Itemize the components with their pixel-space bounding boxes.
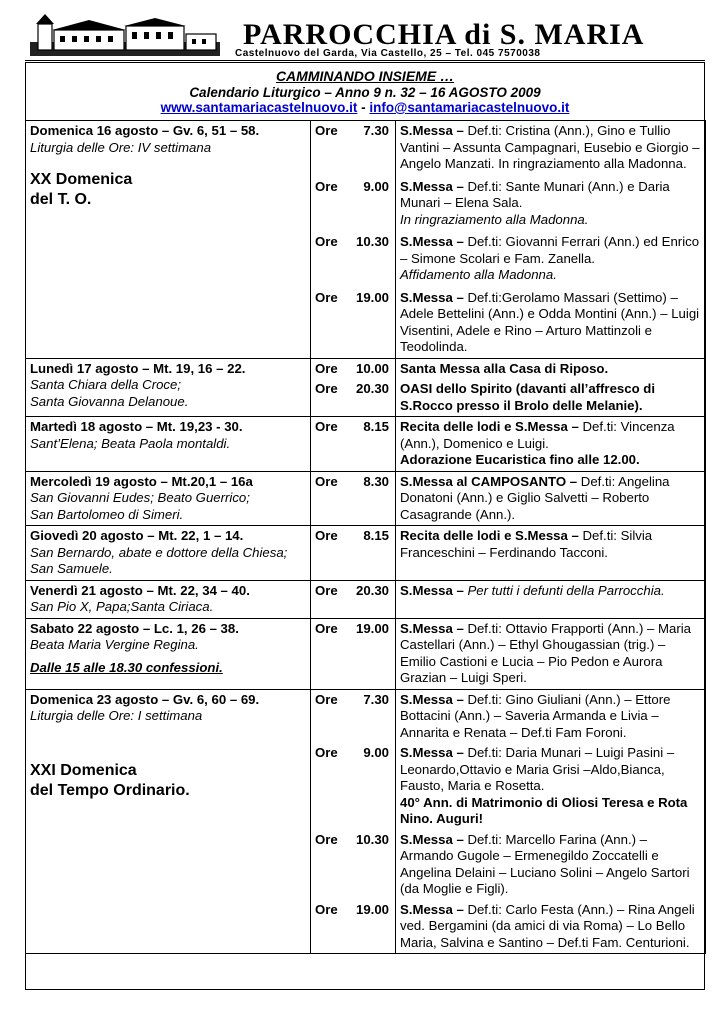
mass-note: Affidamento alla Madonna.	[400, 267, 557, 282]
ore-label: Ore	[315, 691, 338, 707]
time-value: 8.15	[363, 419, 389, 434]
day-info-cell	[26, 417, 311, 472]
time-value: 9.00	[363, 178, 389, 194]
mass-lead: S.Messa –	[400, 582, 464, 598]
ore-label: Ore	[315, 831, 338, 847]
mass-time	[315, 474, 391, 491]
ore-label: Ore	[315, 582, 338, 598]
mass-time	[315, 381, 391, 398]
time-value: 10.30	[355, 234, 389, 249]
mass-cell	[396, 471, 706, 526]
time-value: 10.30	[355, 831, 389, 847]
mass-cell	[396, 358, 706, 417]
day-row	[26, 358, 706, 417]
time-value: 10.00	[355, 360, 389, 376]
liturgy-note: Santa Giovanna Delanoue.	[30, 393, 189, 409]
time-value: 8.15	[363, 528, 389, 543]
day-row	[26, 471, 706, 526]
mass-highlight: Adorazione Eucaristica fino alle 12.00.	[400, 452, 640, 467]
day-row	[26, 526, 706, 581]
mass-note: Per tutti i defunti della Parrocchia.	[467, 582, 665, 598]
day-info-cell	[26, 689, 311, 954]
time-cell	[311, 417, 396, 472]
bulletin-heading	[25, 68, 705, 115]
liturgy-note: Liturgia delle Ore: I settimana	[30, 708, 203, 723]
time-value: 19.00	[355, 901, 389, 917]
mass-time	[315, 361, 391, 378]
mass-description	[400, 745, 701, 828]
mass-description	[400, 621, 701, 687]
liturgy-note: Santa Chiara della Croce;	[30, 377, 182, 392]
mass-lead: S.Messa –	[400, 620, 464, 636]
day-info-cell	[26, 121, 311, 359]
mass-time	[315, 832, 391, 849]
mass-time	[315, 290, 391, 307]
mass-lead: S.Messa –	[400, 178, 464, 194]
liturgy-note: Beata Maria Vergine Regina.	[30, 637, 199, 652]
mass-intentions: Def.ti: Marcello Farina (Ann.) – Armando Gugole – Ermenegildo Zoccatelli e Angelina Delaini – Luciano Solini – Angelo Sartori (da Moglie e Figli).	[400, 831, 690, 896]
mass-description	[400, 179, 701, 229]
ore-label: Ore	[315, 123, 338, 138]
mass-intentions: Def.ti: Gino Giuliani (Ann.) – Ettore Bottacini (Ann.) – Saveria Armanda e Livia – Annarita e Renata – Def.ti Fam Foroni.	[400, 691, 671, 740]
mass-lead: S.Messa –	[400, 901, 464, 917]
mass-intentions: Def.ti: Cristina (Ann.), Gino e Tullio Vantini – Assunta Campagnari, Eusebio e Giorgio – Angelo Manzati. In ringraziamento alla Madonna.	[400, 123, 700, 171]
liturgy-note: Sant’Elena; Beata Paola montaldi.	[30, 435, 231, 451]
feast-line: XX Domenica	[30, 171, 133, 188]
mass-lead: S.Messa –	[400, 745, 464, 760]
mass-cell	[396, 580, 706, 618]
day-row	[26, 121, 706, 359]
mass-cell	[396, 121, 706, 359]
time-cell	[311, 121, 396, 359]
time-value: 8.30	[363, 473, 389, 489]
day-title: Mercoledì 19 agosto – Mt.20,1 – 16a	[30, 473, 253, 489]
mass-cell	[396, 618, 706, 689]
mass-note: In ringraziamento alla Madonna.	[400, 211, 589, 227]
website-link[interactable]: www.santamariacastelnuovo.it	[160, 100, 358, 115]
feast-line: XXI Domenica	[30, 761, 137, 779]
day-info-cell	[26, 358, 311, 417]
mass-time	[315, 902, 391, 919]
bulletin-title: CAMMINANDO INSIEME …	[275, 68, 455, 84]
liturgy-note: San Pio X, Papa;Santa Ciriaca.	[30, 599, 214, 614]
day-title: Sabato 22 agosto – Lc. 1, 26 – 38.	[30, 620, 239, 636]
mass-time	[315, 123, 391, 140]
parish-title: PARROCCHIA di S. MARIA	[243, 18, 645, 51]
mass-description	[400, 902, 701, 952]
ore-label: Ore	[315, 178, 338, 194]
mass-description	[400, 234, 701, 284]
mass-time	[315, 692, 391, 709]
mass-time	[315, 745, 391, 762]
mass-intentions: Def.ti: Ottavio Frapporti (Ann.) – Maria Castellari (Ann.) – Ethyl Ghougassian (trig.) – Emilio Castioni e Lucia – Pio Pedon e Aurora Grazian – Luigi Speri.	[400, 620, 691, 685]
mass-description	[400, 123, 701, 173]
day-row	[26, 618, 706, 689]
mass-description	[400, 419, 701, 469]
mass-description	[400, 832, 701, 898]
confession-note: Dalle 15 alle 18.30 confessioni.	[30, 659, 223, 675]
liturgy-note: San Giovanni Eudes; Beato Guerrico;	[30, 490, 250, 505]
mass-lead: S.Messa –	[400, 691, 464, 707]
mass-time	[315, 419, 391, 436]
mass-cell	[396, 689, 706, 954]
parish-address: Castelnuovo del Garda, Via Castello, 25 – Tel. 045 7570038	[235, 48, 541, 59]
feast-name	[30, 761, 306, 801]
time-cell	[311, 358, 396, 417]
time-value: 20.30	[355, 381, 389, 396]
mass-cell	[396, 526, 706, 581]
day-info-cell	[26, 580, 311, 618]
time-value: 7.30	[363, 123, 389, 138]
ore-label: Ore	[315, 419, 338, 434]
ore-label: Ore	[315, 745, 338, 760]
mass-description	[400, 474, 701, 524]
ore-label: Ore	[315, 360, 338, 376]
mass-time	[315, 583, 391, 600]
mass-lead: S.Messa al CAMPOSANTO –	[400, 473, 578, 489]
mass-highlight: 40° Ann. di Matrimonio di Oliosi Teresa e Rota Nino. Auguri!	[400, 794, 688, 826]
mass-time	[315, 621, 391, 638]
mass-intentions: Def.ti: Sante Munari (Ann.) e Daria Munari – Elena Sala.	[400, 178, 670, 210]
mass-intentions: Def.ti: Daria Munari – Luigi Pasini –Leonardo,Ottavio e Maria Grisi –Aldo,Bianca, Fausto, Maria e Rosetta.	[400, 745, 675, 793]
feast-line: del Tempo Ordinario.	[30, 781, 190, 799]
liturgical-calendar	[25, 120, 706, 954]
time-cell	[311, 526, 396, 581]
feast-name	[30, 170, 306, 210]
mass-lead: OASI dello Spirito (davanti all’affresco di S.Rocco presso il Brolo delle Melanie).	[400, 381, 656, 413]
day-title: Venerdì 21 agosto – Mt. 22, 34 – 40.	[30, 582, 250, 598]
mass-intentions: Def.ti: Carlo Festa (Ann.) – Rina Angeli ved. Bergamini (da amici di via Roma) – Lo Bello Maria, Salvina e Santino – Def.ti Fam. Centurioni.	[400, 901, 695, 950]
link-separator: -	[357, 100, 370, 115]
day-title: Domenica 23 agosto – Gv. 6, 60 – 69.	[30, 691, 260, 707]
mass-intentions: Def.ti: Angelina Donatoni (Ann.) e Giglio Salvetti – Roberto Casagrande (Ann.).	[400, 473, 670, 522]
day-title: Giovedì 20 agosto – Mt. 22, 1 – 14.	[30, 528, 244, 543]
time-cell	[311, 580, 396, 618]
day-info-cell	[26, 526, 311, 581]
time-value: 7.30	[363, 691, 389, 707]
time-value: 9.00	[363, 745, 389, 760]
ore-label: Ore	[315, 234, 338, 249]
ore-label: Ore	[315, 528, 338, 543]
mass-time	[315, 234, 391, 251]
header-divider	[25, 60, 705, 61]
mass-lead: Recita delle lodi e S.Messa –	[400, 528, 579, 543]
contact-links	[25, 100, 705, 115]
email-link[interactable]: info@santamariacastelnuovo.it	[369, 100, 570, 115]
feast-line: del T. O.	[30, 191, 92, 208]
liturgy-note: San Bartolomeo di Simeri.	[30, 506, 184, 522]
mass-description	[400, 583, 701, 600]
day-row	[26, 689, 706, 954]
mass-description	[400, 361, 701, 378]
mass-intentions: Def.ti: Vincenza (Ann.), Domenico e Luigi.	[400, 419, 675, 451]
time-cell	[311, 689, 396, 954]
mass-lead: Recita delle lodi e S.Messa –	[400, 419, 579, 434]
day-row	[26, 417, 706, 472]
time-cell	[311, 471, 396, 526]
ore-label: Ore	[315, 620, 338, 636]
mass-description	[400, 528, 701, 561]
calendar-issue: Calendario Liturgico – Anno 9 n. 32 – 16 AGOSTO 2009	[189, 85, 541, 100]
mass-lead: S.Messa –	[400, 123, 464, 138]
mass-description	[400, 290, 701, 356]
time-cell	[311, 618, 396, 689]
mass-intentions: Def.ti: Giovanni Ferrari (Ann.) ed Enrico – Simone Scolari e Fam. Zanella.	[400, 234, 700, 266]
day-title: Martedì 18 agosto – Mt. 19,23 - 30.	[30, 419, 243, 434]
day-title: Lunedì 17 agosto – Mt. 19, 16 – 22.	[30, 360, 246, 376]
mass-time	[315, 179, 391, 196]
day-info-cell	[26, 618, 311, 689]
mass-lead: S.Messa –	[400, 234, 464, 249]
church-building-logo	[30, 12, 220, 56]
ore-label: Ore	[315, 289, 338, 305]
mass-intentions: Def.ti: Silvia Franceschini – Ferdinando Tacconi.	[400, 528, 653, 560]
mass-intentions: Def.ti:Gerolamo Massari (Settimo) – Adele Bettelini (Ann.) e Odda Montini (Ann.) – Luigi Visentini, Adele e Rino – Arturo Mattinzoli e Teodolinda.	[400, 289, 700, 354]
mass-lead: Santa Messa alla Casa di Riposo.	[400, 360, 609, 376]
ore-label: Ore	[315, 901, 338, 917]
time-value: 19.00	[355, 620, 389, 636]
mass-time	[315, 528, 391, 545]
day-row	[26, 580, 706, 618]
liturgy-note: Liturgia delle Ore: IV settimana	[30, 139, 212, 155]
ore-label: Ore	[315, 473, 338, 489]
time-value: 20.30	[355, 582, 389, 598]
day-title: Domenica 16 agosto – Gv. 6, 51 – 58.	[30, 123, 260, 138]
time-value: 19.00	[355, 289, 389, 305]
ore-label: Ore	[315, 381, 338, 396]
day-info-cell	[26, 471, 311, 526]
liturgy-note: San Bernardo, abate e dottore della Chiesa; San Samuele.	[30, 544, 288, 576]
mass-lead: S.Messa –	[400, 831, 464, 847]
mass-lead: S.Messa –	[400, 289, 464, 305]
mass-description	[400, 692, 701, 742]
mass-description	[400, 381, 701, 414]
mass-cell	[396, 417, 706, 472]
parish-header	[25, 8, 705, 64]
